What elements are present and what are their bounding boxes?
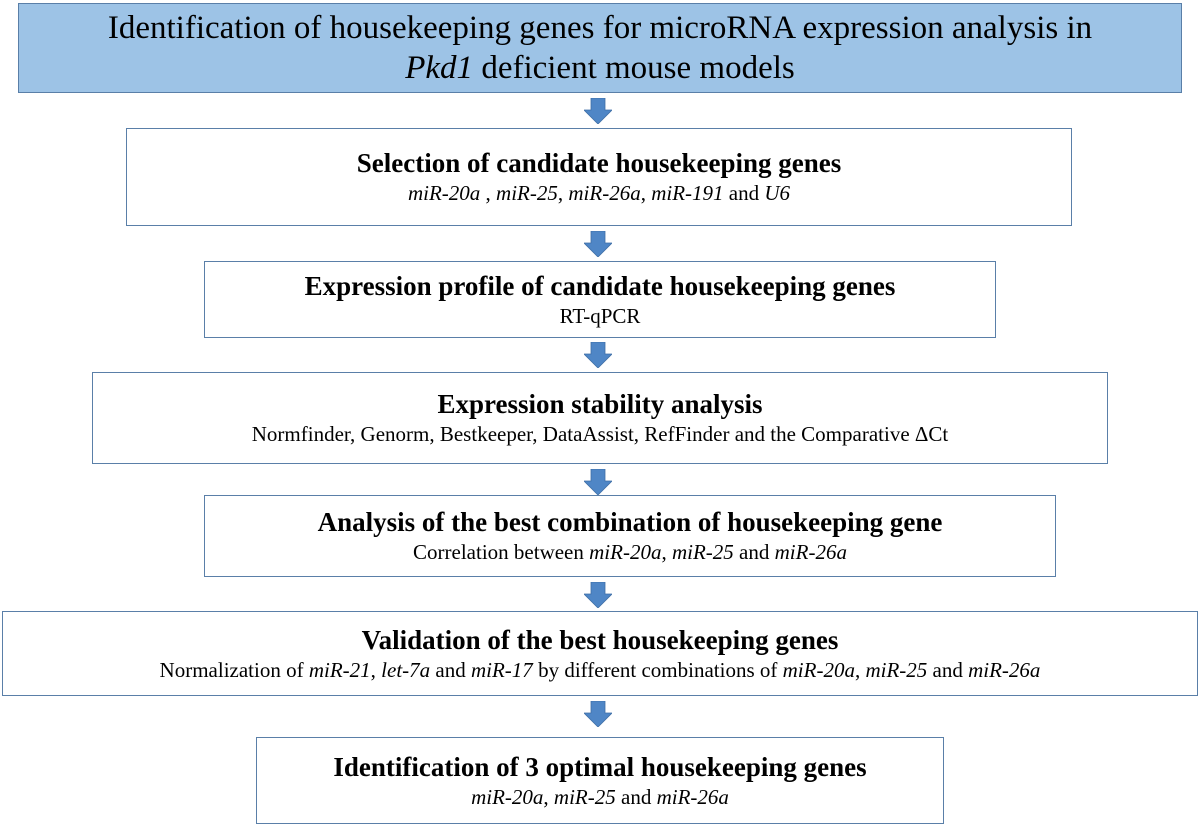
step-heading: Expression stability analysis [437,389,763,419]
gene-name: miR-25 [671,540,734,564]
detail-text: and [615,784,657,809]
step-detail [160,656,1041,684]
gene-name: let-7a [381,657,431,682]
down-arrow-icon [584,582,612,608]
detail-text: and [723,181,765,205]
step-box-validation [2,611,1198,696]
gene-name: miR-25 [553,784,616,809]
detail-text: Normfinder, Genorm, Bestkeeper, DataAssist, RefFinder and the Comparative ΔCt [251,422,949,446]
step-box-best-combination [204,495,1056,577]
step-heading: Validation of the best housekeeping genes [361,624,839,655]
detail-text: and [733,540,775,564]
gene-name: miR-17 [470,657,533,682]
step-heading: Selection of candidate housekeeping genes [356,148,842,178]
step-detail [560,302,641,330]
detail-text: Correlation between [413,540,590,564]
step-heading: Identification of 3 optimal housekeeping genes [333,751,867,782]
step-detail [471,783,729,811]
gene-name: miR-25 [865,657,928,682]
detail-text: , [854,657,866,682]
detail-text: Normalization of [159,657,309,682]
detail-text: , [480,181,497,205]
gene-name: miR-26a [774,540,847,564]
gene-name: miR-26a [968,657,1041,682]
down-arrow-icon [584,701,612,727]
title-line-2-rest: deficient mouse models [473,50,795,86]
title-gene-name: Pkd1 [405,50,474,86]
step-box-optimal-genes [256,737,944,824]
detail-text: by different combinations of [532,657,783,682]
title-line-1: Identification of housekeeping genes for microRNA expression analysis in [107,10,1093,46]
title-box [18,3,1182,93]
step-detail [413,538,847,566]
gene-name: miR-20a [782,657,855,682]
down-arrow-icon [584,98,612,124]
detail-text: and [927,657,969,682]
gene-name: miR-25 [496,181,558,205]
detail-text: , [370,657,382,682]
step-box-selection [126,128,1072,226]
gene-name: miR-26a [656,784,729,809]
detail-text: and [430,657,471,682]
gene-name: miR-20a [589,540,662,564]
step-box-stability-analysis [92,372,1108,464]
step-box-expression-profile [204,261,996,338]
detail-text: , [557,181,569,205]
step-heading: Expression profile of candidate housekeeping genes [304,270,896,301]
detail-text: , [640,181,652,205]
gene-name: miR-20a [471,784,544,809]
detail-text: , [543,784,554,809]
title-line-2 [405,48,794,88]
gene-name: miR-191 [651,181,724,205]
down-arrow-icon [584,231,612,257]
gene-name: miR-26a [568,181,641,205]
detail-text: , [661,540,672,564]
down-arrow-icon [584,469,612,495]
gene-name: miR-20a [407,181,481,205]
step-heading: Analysis of the best combination of housekeeping gene [317,507,943,537]
step-detail [408,179,790,207]
gene-name: miR-21 [308,657,371,682]
gene-name: U6 [764,181,791,205]
down-arrow-icon [584,342,612,368]
step-detail [252,420,949,448]
detail-text: RT-qPCR [559,303,641,328]
